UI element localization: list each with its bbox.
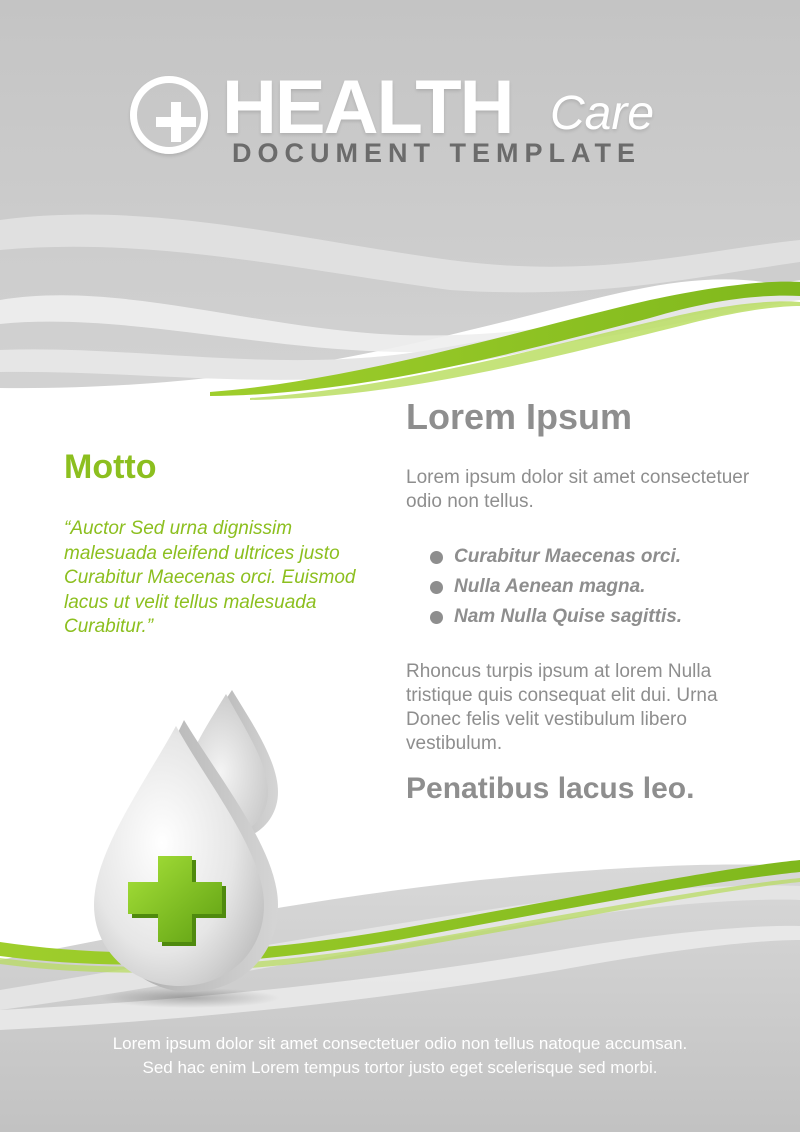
healthcare-logo	[130, 65, 690, 176]
bullet-dot-icon	[430, 611, 443, 624]
motto-quote: “Auctor Sed urna dignissim malesuada eleifend ultrices justo Curabitur Maecenas orci. Euismod lacus ut velit tellus malesuada Curabitur.”	[64, 518, 356, 637]
bullet-list	[428, 542, 682, 632]
bullet-dot-icon	[430, 551, 443, 564]
list-item	[428, 602, 682, 632]
list-item	[428, 542, 682, 572]
footer-line: Lorem ipsum dolor sit amet consectetuer odio non tellus natoque accumsan.	[112, 1034, 688, 1053]
list-item	[428, 572, 682, 602]
bullet-text: Nam Nulla Quise sagittis.	[454, 606, 683, 627]
footer-line: Sed hac enim Lorem tempus tortor justo eget scelerisque sed morbi.	[142, 1058, 658, 1077]
bullet-text: Nulla Aenean magna.	[454, 576, 646, 597]
logo-script: Care	[550, 87, 655, 140]
motto-heading: Motto	[64, 448, 157, 486]
main-heading: Lorem Ipsum	[406, 396, 633, 437]
closing-heading: Penatibus lacus leo.	[406, 772, 695, 805]
logo-word: HEALTH	[222, 65, 513, 150]
water-drop-icon	[80, 680, 300, 1010]
body-paragraph: Rhoncus turpis ipsum at lorem Nulla tristique quis consequat elit dui. Urna Donec felis velit vestibulum libero vestibulum.	[406, 661, 718, 754]
bullet-text: Curabitur Maecenas orci.	[454, 546, 682, 567]
medical-cross-icon	[130, 76, 208, 154]
footer-text	[0, 1032, 800, 1080]
document-subtitle: DOCUMENT TEMPLATE	[232, 138, 641, 168]
bullet-dot-icon	[430, 581, 443, 594]
intro-paragraph: Lorem ipsum dolor sit amet consectetuer odio non tellus.	[406, 467, 750, 512]
